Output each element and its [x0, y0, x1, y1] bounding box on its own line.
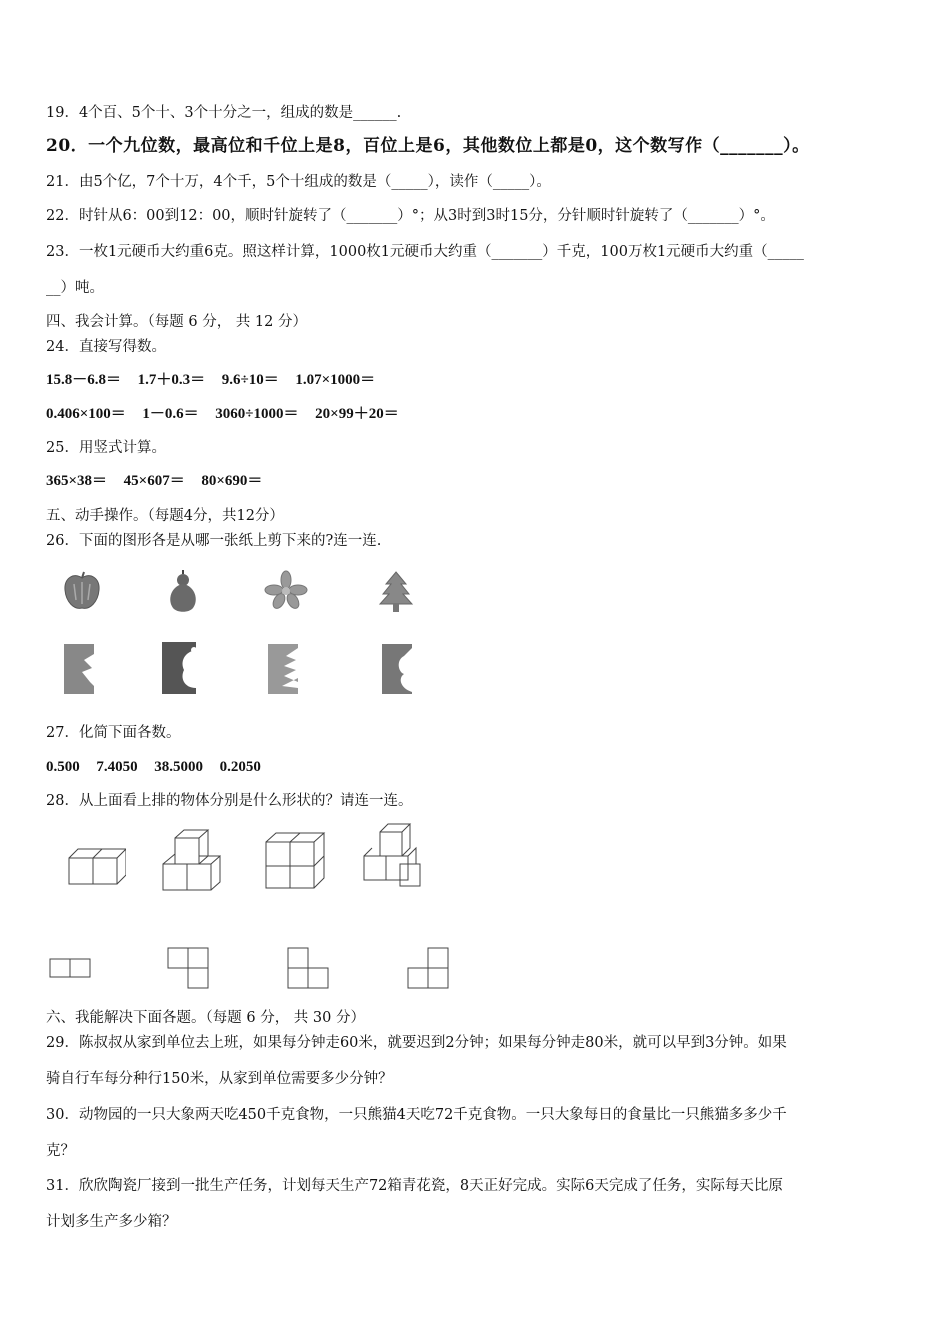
top-view-2-figure [166, 946, 212, 992]
question-29-line2: 骑自行车每分种行150米，从家到单位需要多少分钟？ [46, 1071, 393, 1087]
top-view-1-figure [48, 956, 92, 980]
question-25-row [46, 471, 274, 491]
number: 38.5000 [154, 759, 203, 775]
number: 0.2050 [219, 759, 261, 775]
expr: 1－0.6＝ [142, 406, 199, 422]
apple-shape-figure [60, 570, 104, 614]
question-23-line1: 23．一枚1元硬币大约重6克。照这样计算，1000枚1元硬币大约重（_______）千克，100万枚1元硬币大约重（_____ [46, 244, 804, 260]
folded-paper-4-figure [380, 642, 416, 696]
question-27: 27．化简下面各数。 [46, 725, 181, 741]
section-5-heading: 五、动手操作。（每题4分，共12分） [46, 508, 284, 524]
section-6-heading: 六、我能解决下面各题。（每题 6 分， 共 30 分） [46, 1010, 365, 1026]
flower-shape-figure [264, 570, 308, 610]
folded-paper-2-figure [160, 640, 200, 696]
expr: 365×38＝ [46, 473, 108, 489]
tree-shape-figure [376, 570, 416, 614]
gourd-shape-figure [163, 568, 203, 614]
question-24-row1 [46, 370, 387, 390]
expr: 15.8－6.8＝ [46, 372, 122, 388]
cube-group-4-figure [356, 820, 426, 890]
cube-group-3-figure [262, 830, 328, 892]
question-30-line2: 克？ [46, 1143, 75, 1159]
question-24-row2 [46, 404, 411, 424]
expr: 9.6÷10＝ [221, 372, 279, 388]
question-19: 19．4个百、5个十、3个十分之一，组成的数是______. [46, 105, 402, 121]
expr: 80×690＝ [201, 473, 263, 489]
expr: 1.07×1000＝ [295, 372, 376, 388]
folded-paper-1-figure [62, 642, 98, 696]
question-29-line1: 29．陈叔叔从家到单位去上班，如果每分钟走60米，就要迟到2分钟；如果每分钟走80米，就可以早到3分钟。如果 [46, 1035, 787, 1051]
question-21: 21．由5个亿，7个十万，4个千，5个十组成的数是（_____），读作（_____）。 [46, 174, 551, 190]
expr: 0.406×100＝ [46, 406, 126, 422]
expr: 3060÷1000＝ [215, 406, 299, 422]
number: 7.4050 [96, 759, 138, 775]
top-view-4-figure [406, 946, 452, 992]
question-20: 20．一个九位数，最高位和千位上是8，百位上是6，其他数位上都是0，这个数写作（_______）。 [46, 136, 810, 156]
expr: 20×99＋20＝ [315, 406, 399, 422]
expr: 1.7＋0.3＝ [137, 372, 206, 388]
question-27-row [46, 757, 273, 777]
question-31-line1: 31．欣欣陶瓷厂接到一批生产任务，计划每天生产72箱青花瓷，8天正好完成。实际6天完成了任务，实际每天比原 [46, 1178, 783, 1194]
question-24: 24．直接写得数。 [46, 339, 166, 355]
cube-group-2-figure [160, 828, 226, 894]
question-30-line1: 30．动物园的一只大象两天吃450千克食物，一只熊猫4天吃72千克食物。一只大象每日的食量比一只熊猫多多少千 [46, 1107, 787, 1123]
folded-paper-3-figure [266, 642, 302, 696]
expr: 45×607＝ [123, 473, 185, 489]
question-26: 26．下面的图形各是从哪一张纸上剪下来的?连一连. [46, 533, 382, 549]
top-view-3-figure [286, 946, 332, 992]
question-23-line2: __）吨。 [46, 280, 104, 296]
question-25: 25．用竖式计算。 [46, 440, 166, 456]
question-22: 22．时针从6：00到12：00，顺时针旋转了（_______）°；从3时到3时15分，分针顺时针旋转了（_______）°。 [46, 208, 775, 224]
section-4-heading: 四、我会计算。（每题 6 分， 共 12 分） [46, 314, 307, 330]
question-28: 28．从上面看上排的物体分别是什么形状的？请连一连。 [46, 793, 413, 809]
cube-group-1-figure [66, 842, 126, 892]
number: 0.500 [46, 759, 80, 775]
question-31-line2: 计划多生产多少箱？ [46, 1214, 177, 1230]
